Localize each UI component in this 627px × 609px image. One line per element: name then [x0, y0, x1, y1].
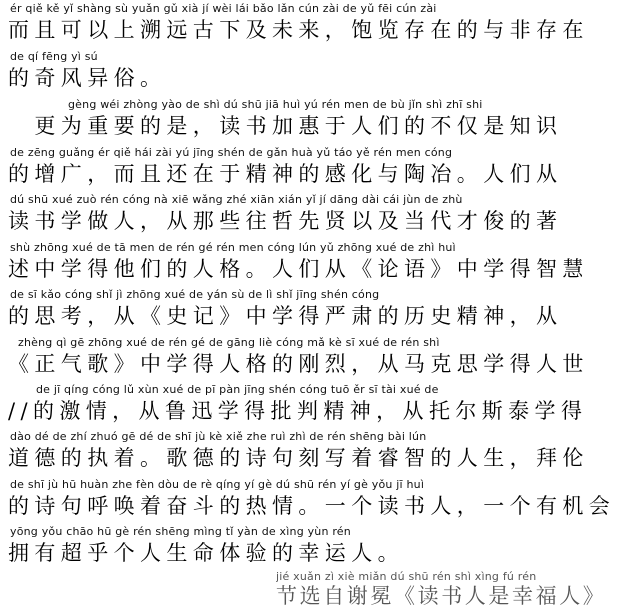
pinyin-row: de jī qíng cóng lǔ xùn xué de pī pàn jīng shén cóng tuō ěr sī tài xué de: [36, 383, 439, 396]
hanzi-row: 读书学做人，从那些往哲先贤以及当代才俊的著: [8, 209, 563, 233]
hanzi-row: 道德的执着。歌德的诗句刻写着睿智的人生，拜伦: [8, 446, 589, 470]
pinyin-row: de shī jù hū huàn zhe fèn dòu de rè qíng yí gè dú shū rén yí gè yǒu jī huì: [10, 478, 425, 491]
source-pinyin: jié xuǎn zì xiè miǎn dú shū rén shì xìng fú rén: [276, 570, 537, 583]
hanzi-row: 述中学得他们的人格。人们从《论语》中学得智慧: [8, 257, 589, 281]
hanzi-row: 更为重要的是，读书加惠于人们的不仅是知识: [8, 114, 563, 138]
source-hanzi: 节选自谢冕《读书人是幸福人》: [276, 584, 607, 608]
pinyin-row: dú shū xué zuò rén cóng nà xiē wǎng zhé xiān xián yǐ jí dāng dài cái jùn de zhù: [10, 193, 463, 206]
hanzi-row: 的诗句呼唤着奋斗的热情。一个读书人，一个有机会: [8, 494, 616, 518]
pinyin-row: de zēng guǎng ér qiě hái zài yú jīng shén de gǎn huà yǔ táo yě rén men cóng: [10, 146, 453, 159]
hanzi-row: //的激情，从鲁迅学得批判精神，从托尔斯泰学得: [8, 399, 588, 423]
hanzi-row: 的增广，而且还在于精神的感化与陶冶。人们从: [8, 162, 563, 186]
hanzi-row: 的思考，从《史记》中学得严肃的历史精神，从: [8, 304, 563, 328]
pinyin-row: gèng wéi zhòng yào de shì dú shū jiā huì yú rén men de bù jǐn shì zhī shi: [68, 98, 483, 111]
pinyin-row: ér qiě kě yǐ shàng sù yuǎn gǔ xià jí wèi lái bǎo lǎn cún zài de yǔ fēi cún zài: [10, 2, 437, 15]
hanzi-row: 拥有超乎个人生命体验的幸运人。: [8, 541, 404, 565]
pinyin-row: dào dé de zhí zhuó gē dé de shī jù kè xiě zhe ruì zhì de rén shēng bài lún: [10, 430, 427, 443]
hanzi-row: 《正气歌》中学得人格的刚烈，从马克思学得人世: [8, 352, 589, 376]
pinyin-row: de qí fēng yì sú: [10, 50, 98, 63]
pinyin-row: zhèng qì gē zhōng xué de rén gé de gāng liè cóng mǎ kè sī xué de rén shì: [18, 336, 440, 349]
pinyin-row: shù zhōng xué de tā men de rén gé rén men cóng lún yǔ zhōng xué de zhì huì: [10, 241, 456, 254]
hanzi-row: 的奇风异俗。: [8, 66, 167, 90]
pinyin-row: yōng yǒu chāo hū gè rén shēng mìng tǐ yàn de xìng yùn rén: [10, 525, 351, 538]
hanzi-row: 而且可以上溯远古下及未来，饱览存在的与非存在: [8, 18, 589, 42]
pinyin-row: de sī kǎo cóng shǐ jì zhōng xué de yán sù de lì shǐ jīng shén cóng: [10, 288, 380, 301]
